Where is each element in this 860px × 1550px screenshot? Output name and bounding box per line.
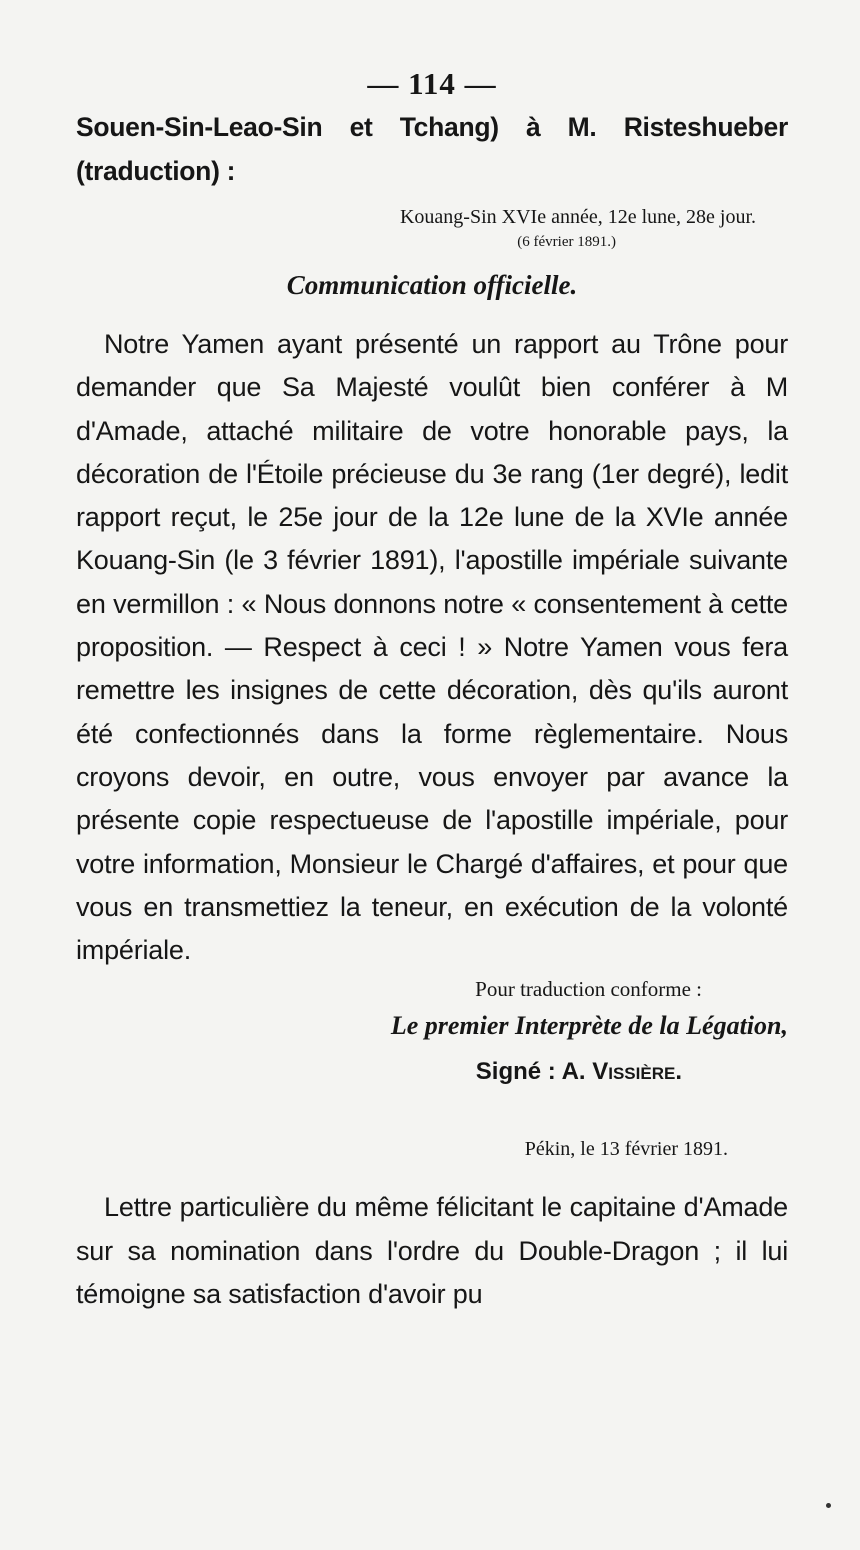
page-number: — 114 —: [367, 66, 497, 101]
document-page: [76, 62, 788, 1316]
place-date: Pékin, le 13 février 1891.: [524, 1138, 728, 1161]
interpreter-title: Le premier Interprète de la Légation,: [390, 1011, 788, 1041]
body-paragraph: Notre Yamen ayant présenté un rapport au Trône pour demander que Sa Majesté voulût bien conférer à M d'Amade, attaché militaire de votre honorable pays, la décoration de l'Étoile précieuse du 3e rang (1er degré), ledit rapport reçut, le 25e jour de la 12e lune de la XVIe année Kouang-Sin (le 3 février 1891), l'apostille impériale suivante en vermillon : « Nous donnons notre « consentement à cette proposition. — Respect à ceci ! » Notre Yamen vous fera remettre les insignes de cette décoration, dès qu'ils auront été confectionnés dans la forme règlementaire. Nous croyons devoir, en outre, vous envoyer par avance la présente copie respectueuse de l'apostille impériale, pour votre information, Monsieur le Chargé d'affaires, et pour que vous en transmettiez la teneur, en exécution de la volonté impériale.: [76, 329, 788, 966]
signature: [76, 1052, 682, 1092]
signature-name: Vissière.: [592, 1058, 682, 1086]
letter-paragraph: Lettre particulière du même félicitant le capitaine d'Amade sur sa nomination dans l'ordre du Double-Dragon ; il lui témoigne sa satisfaction d'avoir pu: [76, 1192, 788, 1310]
chinese-date-line: Kouang-Sin XVIe année, 12e lune, 28e jour.: [399, 206, 756, 228]
translation-note: Pour traduction conforme :: [475, 977, 702, 1002]
signature-prefix: Signé : A.: [475, 1058, 593, 1086]
scan-speck: [826, 1503, 831, 1508]
section-heading: Communication officielle.: [286, 270, 578, 300]
gregorian-date: (6 février 1891.): [517, 234, 616, 250]
intro-paragraph: Souen-Sin-Leao-Sin et Tchang) à M. Risteshueber (traduction) :: [76, 112, 788, 186]
